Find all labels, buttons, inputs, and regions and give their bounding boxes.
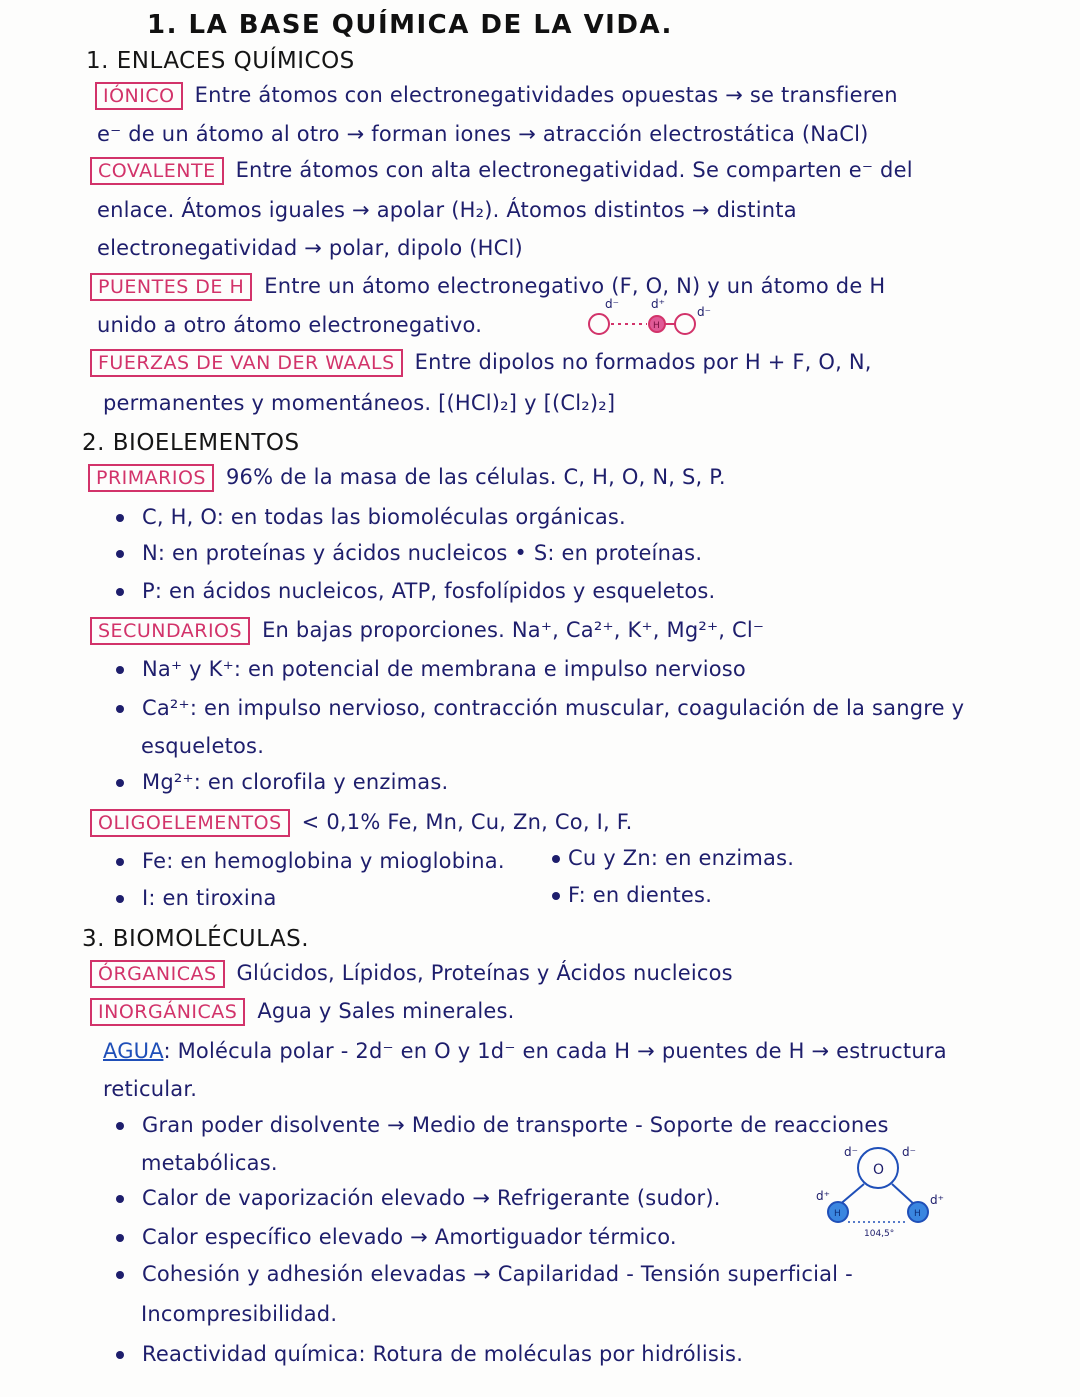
svg-text:104,5°: 104,5°: [864, 1229, 895, 1239]
label-box-oligoelementos: OLIGOELEMENTOS: [90, 809, 290, 837]
agua-text-2: reticular.: [103, 1077, 198, 1101]
bullet-text: C, H, O: en todas las biomoléculas orgánicas.: [142, 505, 626, 529]
organicas-text: Glúcidos, Lípidos, Proteínas y Ácidos nucleicos: [236, 961, 733, 985]
svg-text:H: H: [653, 321, 660, 331]
puentes-text-1: Entre un átomo electronegativo (F, O, N) y un átomo de H: [264, 274, 886, 298]
bullet-icon: [116, 1122, 124, 1130]
inorganicas-row: [90, 998, 515, 1026]
vdw-text-1: Entre dipolos no formados por H + F, O, N,: [414, 350, 872, 374]
bullet-item: [116, 770, 448, 794]
water-molecule-diagram: [812, 1142, 952, 1242]
bullet-text: N: en proteínas y ácidos nucleicos • S: en proteínas.: [142, 541, 703, 565]
bullet-icon: [116, 588, 124, 596]
page-title: 1. LA BASE QUÍMICA DE LA VIDA.: [147, 10, 673, 40]
bullet-item: [116, 1262, 853, 1286]
bullet-text: Ca²⁺: en impulso nervioso, contracción muscular, coagulación de la sangre y: [142, 696, 965, 720]
section-heading-bioelementos: 2. BIOELEMENTOS: [82, 430, 300, 456]
bullet-text: Calor de vaporización elevado → Refrigerante (sudor).: [142, 1186, 721, 1210]
secundarios-text: En bajas proporciones. Na⁺, Ca²⁺, K⁺, Mg²⁺, Cl⁻: [262, 618, 765, 642]
bullet-continuation: esqueletos.: [141, 734, 265, 758]
ionico-text-2: e⁻ de un átomo al otro → forman iones → atracción electrostática (NaCl): [97, 122, 869, 146]
bullet-item: [116, 1225, 677, 1249]
bullet-item: [552, 883, 712, 907]
bullet-icon: [116, 666, 124, 674]
svg-text:H: H: [914, 1209, 921, 1219]
bullet-text: Gran poder disolvente → Medio de transporte - Soporte de reacciones: [142, 1113, 889, 1137]
bullet-icon: [116, 779, 124, 787]
oligoelementos-text: < 0,1% Fe, Mn, Cu, Zn, Co, I, F.: [301, 810, 633, 834]
covalente-row: [90, 157, 913, 185]
bullet-icon: [116, 858, 124, 866]
bullet-item: [116, 1342, 743, 1366]
bullet-icon: [116, 1234, 124, 1242]
bullet-item: [116, 696, 964, 720]
svg-text:d⁻: d⁻: [902, 1145, 916, 1159]
bullet-icon: [116, 1271, 124, 1279]
secundarios-row: [90, 617, 764, 645]
primarios-row: [88, 464, 726, 492]
svg-text:d⁻: d⁻: [844, 1145, 858, 1159]
bullet-text: Reactividad química: Rotura de moléculas por hidrólisis.: [142, 1342, 744, 1366]
bullet-icon: [116, 1195, 124, 1203]
bullet-text: Fe: en hemoglobina y mioglobina.: [142, 849, 505, 873]
agua-text-1: : Molécula polar - 2d⁻ en O y 1d⁻ en cada H → puentes de H → estructura: [163, 1039, 947, 1063]
bullet-item: [116, 505, 626, 529]
bullet-continuation: Incompresibilidad.: [141, 1302, 338, 1326]
agua-label: AGUA: [103, 1039, 164, 1063]
bullet-item: [552, 846, 794, 870]
label-box-primarios: PRIMARIOS: [88, 464, 214, 492]
bullet-text: Na⁺ y K⁺: en potencial de membrana e impulso nervioso: [142, 657, 746, 681]
covalente-text-3: electronegatividad → polar, dipolo (HCl): [97, 236, 523, 260]
label-box-inorganicas: INORGÁNICAS: [90, 998, 245, 1026]
svg-text:d⁻: d⁻: [605, 297, 619, 311]
covalente-text-1: Entre átomos con alta electronegatividad. Se comparten e⁻ del: [235, 158, 913, 182]
bullet-text: Mg²⁺: en clorofila y enzimas.: [142, 770, 449, 794]
covalente-text-2: enlace. Átomos iguales → apolar (H₂). Átomos distintos → distinta: [97, 198, 797, 222]
section-heading-biomoleculas: 3. BIOMOLÉCULAS.: [82, 926, 310, 952]
label-box-organicas: ÓRGANICAS: [90, 960, 225, 988]
bullet-icon: [116, 895, 124, 903]
label-box-covalente: COVALENTE: [90, 157, 224, 185]
bullet-icon: [116, 514, 124, 522]
section-heading-enlaces: 1. ENLACES QUÍMICOS: [86, 48, 355, 74]
ionico-row: [95, 82, 898, 110]
bullet-item: [116, 849, 505, 873]
vdw-text-2: permanentes y momentáneos. [(HCl)₂] y [(Cl₂)₂]: [103, 391, 616, 415]
svg-text:d⁺: d⁺: [651, 297, 665, 311]
svg-text:H: H: [834, 1209, 841, 1219]
puentes-row: [90, 273, 885, 301]
bullet-item: [116, 579, 715, 603]
oligoelementos-row: [90, 809, 633, 837]
bullet-item: [116, 1113, 889, 1137]
agua-row: [103, 1039, 947, 1063]
hydrogen-bond-diagram: [585, 296, 735, 341]
bullet-continuation: metabólicas.: [141, 1151, 278, 1175]
bullet-item: [116, 657, 746, 681]
primarios-text: 96% de la masa de las células. C, H, O, N, S, P.: [225, 465, 726, 489]
label-box-ionico: IÓNICO: [95, 82, 183, 110]
bullet-text: I: en tiroxina: [142, 886, 277, 910]
label-box-van-der-waals: FUERZAS DE VAN DER WAALS: [90, 349, 403, 377]
bullet-icon: [116, 1351, 124, 1359]
label-box-puentes-h: PUENTES DE H: [90, 273, 252, 301]
bullet-icon: [116, 705, 124, 713]
bullet-icon: [552, 892, 560, 900]
svg-text:O: O: [873, 1162, 885, 1178]
bullet-item: [116, 541, 702, 565]
bullet-text: P: en ácidos nucleicos, ATP, fosfolípidos y esqueletos.: [142, 579, 716, 603]
bullet-text: Cohesión y adhesión elevadas → Capilaridad - Tensión superficial -: [142, 1262, 853, 1286]
van-der-waals-row: [90, 349, 872, 377]
svg-text:d⁺: d⁺: [816, 1189, 830, 1203]
label-box-secundarios: SECUNDARIOS: [90, 617, 250, 645]
svg-text:d⁻: d⁻: [697, 305, 711, 319]
organicas-row: [90, 960, 733, 988]
bullet-text: Calor específico elevado → Amortiguador térmico.: [142, 1225, 677, 1249]
svg-text:d⁺: d⁺: [930, 1193, 944, 1207]
bullet-icon: [116, 550, 124, 558]
bullet-item: [116, 886, 277, 910]
bullet-icon: [552, 855, 560, 863]
ionico-text-1: Entre átomos con electronegatividades opuestas → se transfieren: [194, 83, 898, 107]
bullet-text: F: en dientes.: [568, 883, 713, 907]
bullet-item: [116, 1186, 721, 1210]
puentes-text-2: unido a otro átomo electronegativo.: [97, 313, 483, 337]
inorganicas-text: Agua y Sales minerales.: [257, 999, 515, 1023]
bullet-text: Cu y Zn: en enzimas.: [568, 846, 795, 870]
